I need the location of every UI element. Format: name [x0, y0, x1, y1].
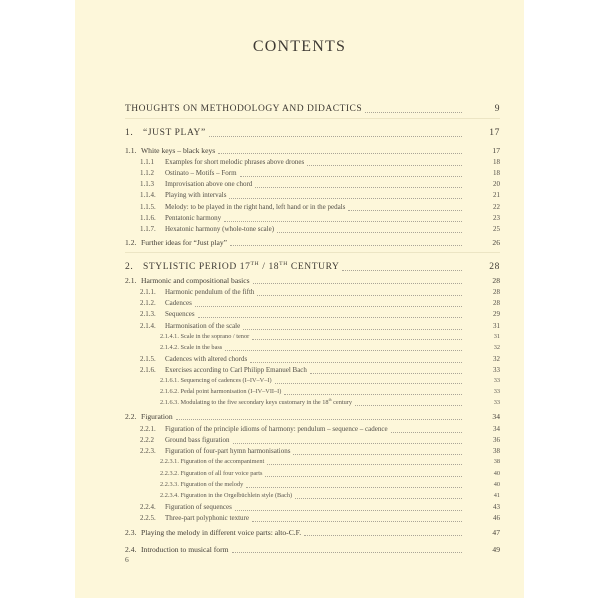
toc-entry[interactable] — [125, 104, 500, 114]
dot-leader — [198, 317, 462, 318]
toc-entry[interactable] — [125, 146, 500, 155]
dot-leader — [391, 432, 462, 433]
toc-entry[interactable] — [140, 203, 500, 211]
table-of-contents — [75, 0, 524, 598]
toc-entry-page: 38 — [493, 447, 500, 455]
toc-entry-title: Figuration — [141, 412, 173, 421]
dot-leader — [255, 187, 462, 188]
toc-entry-number: 2.1.1. — [140, 288, 156, 296]
toc-entry-page: 36 — [493, 436, 500, 444]
toc-entry-page: 31 — [493, 333, 500, 340]
dot-leader — [365, 112, 462, 113]
toc-entry-page: 32 — [493, 344, 500, 351]
toc-entry-number: 2.2.5. — [140, 514, 156, 522]
dot-leader — [240, 176, 462, 177]
toc-entry-title: 2.1.6.3. Modulating to the five secondary keys customary in the 18th century — [160, 397, 352, 406]
toc-entry[interactable] — [140, 447, 500, 455]
dot-leader — [342, 270, 462, 271]
toc-entry-number: 2.4. — [125, 545, 137, 554]
dot-leader — [209, 136, 462, 137]
dot-leader — [307, 165, 462, 166]
dot-leader — [229, 198, 462, 199]
toc-entry-number: 1.1.3 — [140, 180, 154, 188]
dot-leader — [195, 306, 462, 307]
toc-entry-page: 21 — [493, 191, 500, 199]
toc-entry-number: 2.2. — [125, 412, 137, 421]
dot-leader — [230, 245, 462, 246]
toc-entry-title: Further ideas for “Just play” — [141, 238, 228, 247]
toc-entry-page: 9 — [494, 104, 500, 114]
toc-entry-number: 2.2.1. — [140, 425, 156, 433]
dot-leader — [265, 476, 462, 477]
toc-entry-page: 22 — [493, 203, 500, 211]
toc-entry[interactable] — [140, 169, 500, 177]
toc-entry-title: “JUST PLAY” — [143, 128, 206, 138]
toc-entry-number: 2.1.2. — [140, 299, 156, 307]
dot-leader — [277, 232, 462, 233]
toc-entry-title: White keys – black keys — [141, 146, 216, 155]
toc-entry-page: 40 — [493, 481, 500, 488]
toc-entry-title: Improvisation above one chord — [165, 180, 253, 188]
toc-entry-page: 23 — [493, 214, 500, 222]
dot-leader — [176, 419, 462, 420]
toc-entry-page: 32 — [493, 355, 500, 363]
toc-entry-page: 33 — [493, 366, 500, 374]
toc-entry-title: Exercises according to Carl Philipp Emanuel Bach — [165, 366, 307, 374]
toc-entry[interactable] — [125, 262, 500, 272]
toc-entry[interactable] — [160, 333, 500, 340]
toc-entry-title: 2.2.3.1. Figuration of the accompaniment — [160, 458, 265, 465]
toc-entry[interactable] — [160, 470, 500, 477]
toc-entry-number: 2.3. — [125, 528, 137, 537]
toc-entry-title: STYLISTIC PERIOD 17TH / 18TH CENTURY — [143, 260, 340, 272]
toc-entry[interactable] — [140, 158, 500, 166]
toc-entry-page: 28 — [492, 276, 500, 285]
toc-entry-title: Harmonisation of the scale — [165, 322, 241, 330]
dot-leader — [253, 283, 462, 284]
toc-entry-number: 2.1.3. — [140, 310, 156, 318]
toc-entry-page: 41 — [493, 492, 500, 499]
toc-entry[interactable] — [160, 481, 500, 488]
toc-entry-number: 2.2.2 — [140, 436, 154, 444]
toc-entry-number: 1.1.5. — [140, 203, 156, 211]
toc-entry-title: 2.2.3.4. Figuration in the Orgelbüchlein style (Bach) — [160, 492, 293, 499]
dot-leader — [243, 329, 462, 330]
toc-entry[interactable] — [160, 458, 500, 465]
toc-entry-title: Pentatonic harmony — [165, 214, 222, 222]
section-divider — [125, 252, 500, 253]
toc-entry-page: 43 — [493, 503, 500, 511]
toc-entry-number: 1.1. — [125, 146, 137, 155]
toc-entry-title: Sequences — [165, 310, 195, 318]
page-number: 6 — [125, 555, 129, 564]
dot-leader — [232, 552, 462, 553]
toc-entry[interactable] — [140, 322, 500, 330]
dot-leader — [246, 487, 462, 488]
dot-leader — [218, 153, 462, 154]
toc-entry-title: Figuration of the principle idioms of harmony: pendulum – sequence – cadence — [165, 425, 388, 433]
toc-entry-number: 1. — [125, 128, 134, 138]
toc-entry-page: 34 — [492, 412, 500, 421]
toc-entry-title: Ground bass figuration — [165, 436, 230, 444]
toc-entry[interactable] — [140, 503, 500, 511]
toc-entry-title: Figuration of four-part hymn harmonisations — [165, 447, 291, 455]
toc-entry-title: THOUGHTS ON METHODOLOGY AND DIDACTICS — [125, 104, 363, 114]
dot-leader — [257, 295, 462, 296]
toc-entry-title: Ostinato – Motifs – Form — [165, 169, 237, 177]
dot-leader — [304, 535, 462, 536]
toc-entry-title: Examples for short melodic phrases above drones — [165, 158, 305, 166]
toc-entry[interactable] — [125, 528, 500, 537]
toc-entry-page: 26 — [492, 238, 500, 247]
toc-entry[interactable] — [140, 191, 500, 199]
toc-entry-page: 46 — [493, 514, 500, 522]
dot-leader — [225, 350, 462, 351]
toc-entry-number: 1.1.1 — [140, 158, 154, 166]
toc-entry[interactable] — [140, 514, 500, 522]
toc-entry[interactable] — [125, 545, 500, 554]
toc-entry-page: 18 — [493, 158, 500, 166]
dot-leader — [224, 221, 462, 222]
toc-entry[interactable] — [140, 310, 500, 318]
toc-entry-page: 25 — [493, 225, 500, 233]
document-page — [75, 0, 524, 598]
dot-leader — [235, 510, 462, 511]
toc-entry-title: Hexatonic harmony (whole-tone scale) — [165, 225, 275, 233]
dot-leader — [267, 464, 462, 465]
toc-entry-page: 17 — [489, 128, 500, 138]
toc-entry-page: 40 — [493, 470, 500, 477]
page-title: CONTENTS — [252, 38, 347, 55]
section-divider — [125, 118, 500, 119]
dot-leader — [295, 498, 462, 499]
toc-entry[interactable] — [140, 366, 500, 374]
toc-entry-title: 2.1.4.2. Scale in the bass — [160, 344, 223, 351]
toc-entry-page: 34 — [493, 425, 500, 433]
toc-entry-title: Introduction to musical form — [141, 545, 229, 554]
toc-entry-title: Playing the melody in different voice parts: alto-C.F. — [141, 528, 302, 537]
toc-entry-page: 33 — [493, 377, 500, 384]
dot-leader — [252, 339, 462, 340]
toc-entry-title: 2.1.6.2. Pedal point harmonisation (I–IV–VII–I) — [160, 388, 282, 395]
toc-entry-page: 28 — [489, 262, 500, 272]
toc-entry-number: 1.1.4. — [140, 191, 156, 199]
dot-leader — [275, 383, 462, 384]
toc-entry-number: 2.2.4. — [140, 503, 156, 511]
toc-entry[interactable] — [140, 214, 500, 222]
toc-entry-page: 33 — [493, 388, 500, 395]
toc-entry-title: Playing with intervals — [165, 191, 227, 199]
toc-entry-title: Figuration of sequences — [165, 503, 232, 511]
toc-entry-number: 2.1.4. — [140, 322, 156, 330]
toc-entry-page: 49 — [492, 545, 500, 554]
dot-leader — [233, 443, 462, 444]
toc-entry-title: 2.1.4.1. Scale in the soprano / tenor — [160, 333, 250, 340]
toc-entry[interactable] — [125, 128, 500, 138]
toc-entry[interactable] — [125, 412, 500, 421]
toc-entry[interactable] — [140, 299, 500, 307]
toc-entry-title: 2.2.3.2. Figuration of all four voice parts — [160, 470, 263, 477]
toc-entry-number: 1.2. — [125, 238, 137, 247]
toc-entry-title: 2.1.6.1. Sequencing of cadences (I–IV–V–I) — [160, 377, 272, 384]
toc-entry-page: 28 — [493, 288, 500, 296]
toc-entry-title: Harmonic pendulum of the fifth — [165, 288, 255, 296]
dot-leader — [355, 405, 462, 406]
dot-leader — [310, 373, 462, 374]
toc-entry-page: 31 — [493, 322, 500, 330]
dot-leader — [284, 394, 462, 395]
toc-entry-page: 18 — [493, 169, 500, 177]
toc-entry-number: 1.1.7. — [140, 225, 156, 233]
toc-entry[interactable] — [140, 355, 500, 363]
toc-entry[interactable] — [140, 225, 500, 233]
toc-entry[interactable] — [140, 180, 500, 188]
toc-entry-title: Three-part polyphonic texture — [165, 514, 249, 522]
toc-entry[interactable] — [160, 388, 500, 395]
toc-entry-page: 33 — [493, 399, 500, 406]
toc-entry[interactable] — [160, 399, 500, 406]
toc-entry[interactable] — [160, 377, 500, 384]
toc-entry[interactable] — [140, 288, 500, 296]
dot-leader — [250, 362, 462, 363]
toc-entry-title: Harmonic and compositional basics — [141, 276, 250, 285]
toc-entry-page: 17 — [492, 146, 500, 155]
toc-entry-title: Cadences — [165, 299, 192, 307]
toc-entry-page: 20 — [493, 180, 500, 188]
toc-entry[interactable] — [140, 425, 500, 433]
toc-entry-number: 2.1.6. — [140, 366, 156, 374]
toc-entry-number: 2.2.3. — [140, 447, 156, 455]
toc-entry-page: 38 — [493, 458, 500, 465]
toc-entry-number: 1.1.2 — [140, 169, 154, 177]
dot-leader — [348, 210, 462, 211]
toc-entry[interactable] — [140, 436, 500, 444]
toc-entry-page: 47 — [492, 528, 500, 537]
dot-leader — [293, 454, 462, 455]
toc-entry-number: 2.1.5. — [140, 355, 156, 363]
toc-entry[interactable] — [160, 492, 500, 499]
toc-entry[interactable] — [125, 276, 500, 285]
toc-entry-title: 2.2.3.3. Figuration of the melody — [160, 481, 244, 488]
toc-entry-title: Melody: to be played in the right hand, left hand or in the pedals — [165, 203, 346, 211]
toc-entry-number: 1.1.6. — [140, 214, 156, 222]
toc-entry-title: Cadences with altered chords — [165, 355, 248, 363]
toc-entry-number: 2.1. — [125, 276, 137, 285]
dot-leader — [252, 521, 462, 522]
toc-entry-page: 28 — [493, 299, 500, 307]
toc-entry-number: 2. — [125, 262, 134, 272]
toc-entry-page: 29 — [493, 310, 500, 318]
toc-entry[interactable] — [125, 238, 500, 247]
toc-entry[interactable] — [160, 344, 500, 351]
